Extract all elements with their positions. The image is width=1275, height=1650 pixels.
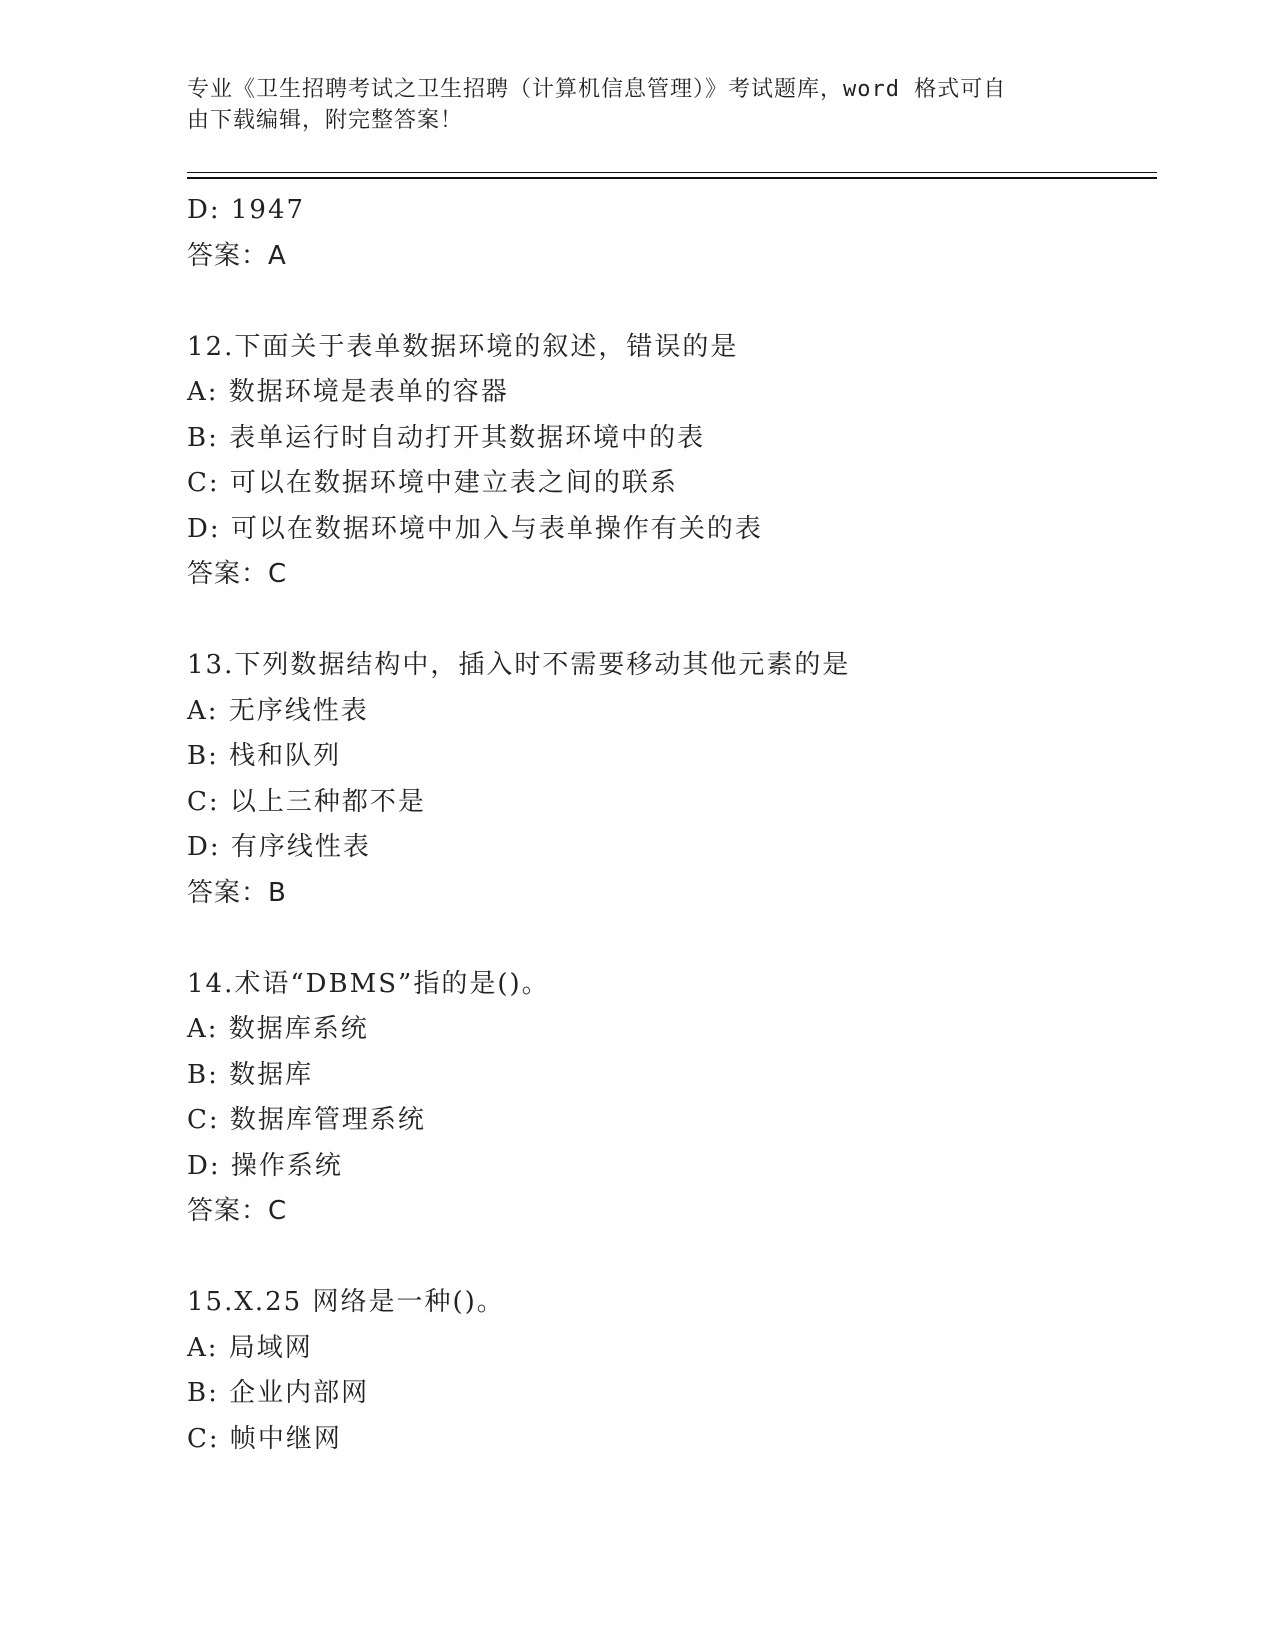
document-header	[187, 74, 1067, 136]
header-divider-thick	[187, 177, 1157, 179]
option-d: D: 1947	[187, 195, 306, 225]
header-line-2: 由下载编辑，附完整答案！	[187, 108, 464, 133]
question-stem: 14.术语“DBMS”指的是()。	[187, 968, 550, 999]
answer-line: 答案：A	[187, 240, 287, 271]
option-b: B: 表单运行时自动打开其数据环境中的表	[187, 422, 706, 453]
option-d: D: 操作系统	[187, 1150, 343, 1181]
option-b: B: 数据库	[187, 1059, 314, 1090]
option-a: A: 数据库系统	[187, 1014, 369, 1044]
question-stem: 13.下列数据结构中，插入时不需要移动其他元素的是	[187, 650, 851, 680]
option-a: A: 数据环境是表单的容器	[187, 377, 509, 407]
answer-line: 答案：C	[187, 1196, 288, 1226]
question-stem: 15.X.25 网络是一种()。	[187, 1287, 505, 1317]
option-b: B: 企业内部网	[187, 1378, 370, 1408]
header-line-1: 专业《卫生招聘考试之卫生招聘（计算机信息管理）》考试题库，word 格式可自	[187, 77, 1007, 102]
option-a: A: 无序线性表	[187, 695, 369, 726]
question-12	[187, 325, 1157, 598]
option-a: A: 局域网	[187, 1332, 313, 1363]
question-14	[187, 962, 1157, 1235]
spacer	[187, 598, 1157, 644]
option-c: C: 数据库管理系统	[187, 1105, 426, 1135]
spacer	[187, 916, 1157, 962]
question-stem: 12.下面关于表单数据环境的叙述，错误的是	[187, 331, 739, 362]
option-b: B: 栈和队列	[187, 741, 342, 771]
question-13	[187, 643, 1157, 916]
option-c: C: 以上三种都不是	[187, 786, 426, 817]
spacer	[187, 1235, 1157, 1281]
option-c: C: 可以在数据环境中建立表之间的联系	[187, 468, 678, 498]
option-d: D: 有序线性表	[187, 832, 371, 862]
answer-line: 答案：C	[187, 559, 288, 589]
spacer	[187, 279, 1157, 325]
question-15	[187, 1280, 1157, 1462]
option-d: D: 可以在数据环境中加入与表单操作有关的表	[187, 513, 763, 544]
header-divider-thin	[187, 172, 1157, 173]
option-c: C: 帧中继网	[187, 1423, 342, 1454]
question-list	[187, 188, 1157, 1462]
answer-line: 答案：B	[187, 877, 287, 908]
